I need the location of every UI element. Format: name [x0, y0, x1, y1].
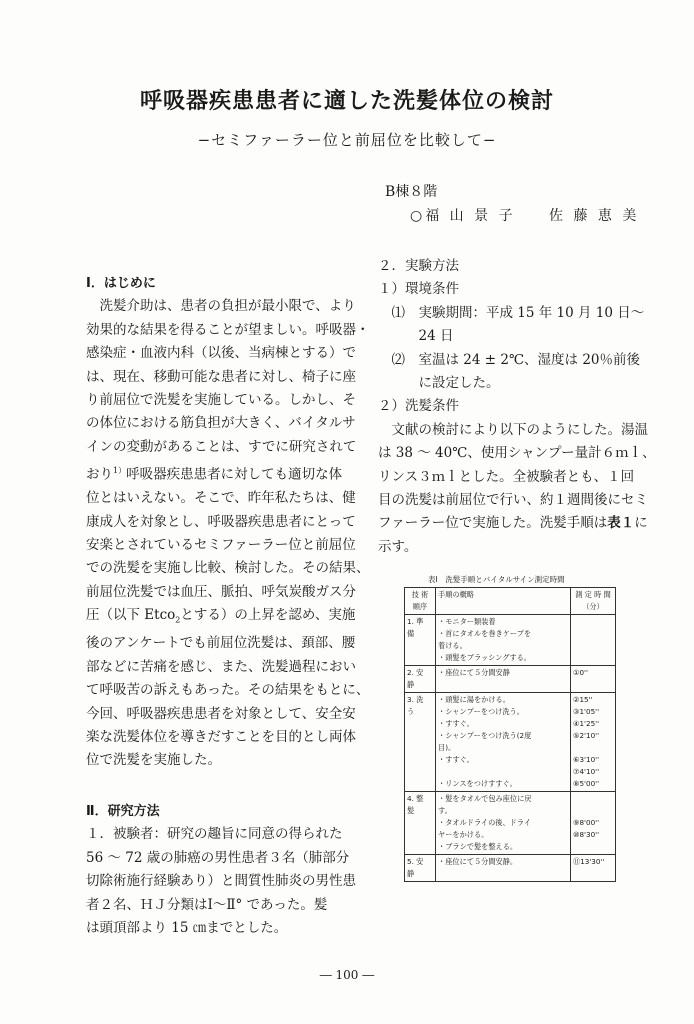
- header-cell: 手順の概略: [436, 588, 571, 615]
- time-value: ⑨8'00'': [573, 818, 600, 827]
- table-ref: 表１: [607, 515, 635, 532]
- procedure-line: ・すすぐ。: [438, 719, 474, 728]
- table-row: [405, 792, 616, 855]
- text-line: １）環境条件: [378, 281, 459, 298]
- step-cell: 4. 整 髪: [405, 792, 436, 855]
- procedure-line: ・座位にて５分間安静: [438, 668, 510, 677]
- procedure-cell: [436, 615, 571, 666]
- text-line: に設定した。: [378, 375, 500, 392]
- step-cell: 1. 準 備: [405, 615, 436, 666]
- step-cell: 5. 安 静: [405, 855, 436, 882]
- time-cell: [571, 666, 616, 693]
- table-row: [405, 615, 616, 666]
- text-line: て呼吸苦の訴えもあった。その結果をもとに、: [86, 682, 370, 699]
- procedure-line: ・座位にて５分間安静。: [438, 857, 518, 866]
- text-line: ２）洗髪条件: [378, 398, 459, 415]
- text-segment: おり: [86, 466, 113, 483]
- time-value: [573, 793, 613, 805]
- procedure-line: [438, 766, 568, 778]
- text-line: 康成人を対象とし、呼吸器疾患患者にとって: [86, 513, 356, 530]
- table-row: [405, 855, 616, 882]
- text-line: ２．実験方法: [378, 258, 459, 274]
- text-line: 者２名、ＨＪ分類はⅠ〜Ⅱ° であった。髪: [86, 896, 328, 913]
- authors: [410, 205, 639, 225]
- text-line: １．被験者：研究の趣旨に同意の得られた: [86, 826, 343, 843]
- text-line: 洗髪介助は、患者の負担が最小限で、より: [86, 298, 356, 315]
- text-line: 前屈位洗髪では血圧、脈拍、呼気炭酸ガス分: [86, 583, 356, 600]
- procedure-line: ・すすぐ。: [438, 755, 474, 764]
- text-line: [86, 604, 356, 632]
- time-value: ②15'': [573, 695, 593, 704]
- text-line: インの変動があることは、すでに研究されて: [86, 438, 357, 455]
- text-line: リンス３ｍｌとした。全被験者とも、１回: [378, 468, 635, 485]
- affiliation: B棟８階: [385, 184, 438, 200]
- time-value: [573, 805, 613, 817]
- citation-ref: 1）: [113, 466, 127, 476]
- time-value: ⑤2'10'': [573, 731, 600, 740]
- procedure-line: ・シャンプーをつけ洗う。: [438, 707, 524, 716]
- time-value: ⑩8'30'': [573, 830, 600, 839]
- text-segment: ファーラー位で実施した。洗髪手順は: [378, 515, 608, 532]
- section-heading-methods: Ⅱ．研究方法: [86, 804, 160, 819]
- procedure-line: ・モニター類装着: [438, 617, 496, 626]
- procedure-line: ・頭髪をブラッシングする。: [438, 653, 531, 662]
- procedure-line: ・ブラシで髪を整える。: [438, 842, 518, 851]
- time-cell: [571, 615, 616, 666]
- procedure-line: す。: [438, 806, 452, 815]
- header-cell: 技 術 順序: [405, 588, 436, 615]
- text-line: 切除術施行経験あり）と間質性肺炎の男性患: [86, 873, 356, 890]
- left-column: [86, 272, 370, 773]
- procedure-cell: [436, 855, 571, 882]
- text-segment: に: [634, 515, 648, 532]
- text-line: 楽な洗髪体位を導きだすことを目的とし両体: [86, 728, 356, 745]
- text-segment: 圧（以下 Etco: [86, 607, 176, 624]
- table-body: [405, 615, 616, 882]
- time-cell: [571, 693, 616, 792]
- left-column-methods: [86, 800, 356, 940]
- table-row: [405, 666, 616, 693]
- step-cell: 3. 洗 う: [405, 693, 436, 792]
- text-line: 56 〜 72 歳の肺癌の男性患者３名（肺部分: [86, 849, 350, 866]
- subscript: 2: [175, 615, 181, 625]
- procedure-line: 着ける。: [438, 641, 467, 650]
- paper-subtitle: −セミファーラー位と前屈位を比較して−: [197, 131, 497, 149]
- step-cell: 2. 安 静: [405, 666, 436, 693]
- table-header-row: [405, 588, 616, 615]
- procedure-line: ・頭髪に湯をかける。: [438, 695, 510, 704]
- header-cell: 測 定 時 間 （分）: [571, 588, 616, 615]
- page-number: ― 100 ―: [319, 968, 375, 982]
- table-caption: 表Ⅰ 洗髪手順とバイタルサイン測定時間: [428, 575, 565, 584]
- time-value: ⑪13'30'': [573, 857, 605, 866]
- text-line: 安楽とされているセミファーラー位と前屈位: [86, 536, 356, 553]
- table-1: [404, 587, 616, 882]
- time-cell: [571, 792, 616, 855]
- text-line: 目の洗髪は前屈位で行い、約１週間後にセミ: [378, 492, 648, 509]
- text-line: の体位における筋負担が大きく、バイタルサ: [86, 415, 356, 432]
- author-1: ○福 山 景 子: [410, 208, 516, 224]
- text-line: は頭頂部より 15 ㎝までとした。: [86, 920, 288, 937]
- text-line: り前屈位で洗髪を実施している。しかし、そ: [86, 392, 356, 409]
- procedure-cell: [436, 693, 571, 792]
- right-column: [378, 255, 660, 559]
- text-line: 示す。: [378, 538, 418, 555]
- paper-title: 呼吸器疾患患者に適した洗髪体位の検討: [139, 88, 554, 114]
- procedure-line: 目)。: [438, 743, 456, 752]
- procedure-line: ・シャンプーをつけ洗う(2度: [438, 731, 532, 740]
- text-line: 効果的な結果を得ることが望ましい。呼吸器・: [86, 321, 370, 338]
- time-value: ⑥3'10'': [573, 755, 600, 764]
- text-line: [378, 512, 660, 535]
- text-line: 位とはいえない。そこで、昨年私たちは、健: [86, 490, 356, 507]
- text-line: 24 日: [378, 328, 454, 345]
- text-line: は 38 〜 40℃、使用シャンプー量計６ｍｌ、: [378, 445, 656, 462]
- text-line: 後のアンケートでも前屈位洗髪は、頚部、腰: [86, 635, 356, 652]
- time-value: ④1'25'': [573, 719, 600, 728]
- text-line: 文献の検討により以下のようにした。湯温: [378, 421, 648, 438]
- time-cell: [571, 855, 616, 882]
- time-value: ⑧5'00'': [573, 779, 600, 788]
- time-value: [573, 742, 613, 754]
- procedure-cell: [436, 666, 571, 693]
- text-segment: 呼吸器疾患患者に対しても適切な体: [126, 466, 343, 483]
- text-line: 部などに苦痛を感じ、また、洗髪過程におい: [86, 658, 356, 675]
- text-line: [86, 459, 356, 487]
- time-value: ①0'': [573, 668, 588, 677]
- text-segment: とする）の上昇を認め、実施: [180, 607, 356, 624]
- table-row: [405, 693, 616, 792]
- text-line: 位で洗髪を実施した。: [86, 752, 221, 769]
- text-line: は、現在、移動可能な患者に対し、椅子に座: [86, 368, 356, 385]
- text-line: 今回、呼吸器疾患患者を対象として、安全安: [86, 705, 356, 722]
- text-line: での洗髪を実施し比較、検討した。その結果、: [86, 560, 370, 577]
- text-line: ⑴ 実験期間：平成 15 年 10 月 10 日〜: [378, 304, 645, 321]
- author-2: 佐 藤 恵 美: [549, 208, 640, 224]
- text-line: 感染症・血液内科（以後、当病棟とする）で: [86, 345, 356, 362]
- procedure-line: ・首にタオルを巻きケープを: [438, 629, 532, 638]
- procedure-line: ・タオルドライの後、ドライ: [438, 818, 532, 827]
- procedure-line: ・髪をタオルで包み座位に戻: [438, 794, 532, 803]
- time-value: ⑦4'10'': [573, 767, 600, 776]
- time-value: ③1'05'': [573, 707, 600, 716]
- section-heading-intro: Ⅰ．はじめに: [86, 276, 156, 291]
- procedure-cell: [436, 792, 571, 855]
- procedure-line: ヤーをかける。: [438, 830, 489, 839]
- procedure-line: ・リンスをつけすすぐ。: [438, 779, 517, 788]
- text-line: ⑵ 室温は 24 ± 2℃、湿度は 20％前後: [378, 351, 641, 368]
